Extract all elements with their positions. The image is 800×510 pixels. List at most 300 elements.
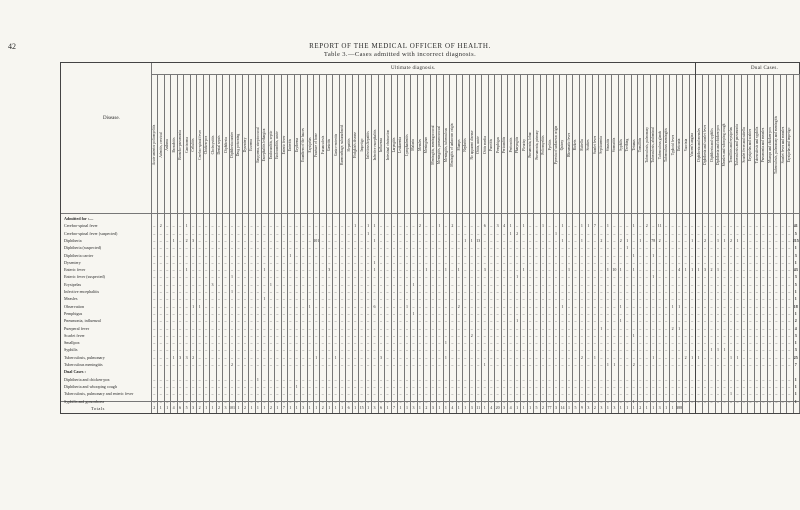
table-cell: – xyxy=(270,326,272,331)
column-header xyxy=(164,75,170,215)
table-cell: – xyxy=(510,340,512,345)
column-header xyxy=(689,75,695,215)
column-header-text: Infective encephalitis xyxy=(373,130,377,161)
table-cell: – xyxy=(153,231,155,236)
table-cell: – xyxy=(199,245,201,250)
table-cell: – xyxy=(425,223,427,228)
table-cell: – xyxy=(529,282,531,287)
table-cell: – xyxy=(484,238,486,243)
table-cell: – xyxy=(685,333,687,338)
table-cell: – xyxy=(685,296,687,301)
table-cell: – xyxy=(160,399,162,404)
table-cell: 10 xyxy=(612,267,616,272)
table-cell: – xyxy=(471,282,473,287)
column-header xyxy=(391,75,397,215)
table-cell: 1 xyxy=(568,267,570,272)
table-cell: – xyxy=(237,311,239,316)
totals-cell: 1 xyxy=(665,405,667,410)
table-cell: – xyxy=(685,399,687,404)
table-cell: – xyxy=(412,296,414,301)
table-cell: – xyxy=(160,296,162,301)
table-cell: – xyxy=(458,399,460,404)
table-cell: – xyxy=(542,377,544,382)
table-cell: – xyxy=(516,377,518,382)
totals-cell: 2 xyxy=(425,405,427,410)
table-cell: – xyxy=(225,231,227,236)
table-cell: – xyxy=(477,223,479,228)
column-header-text: Pyrexia of unknown origin xyxy=(554,126,558,165)
table-cell: – xyxy=(367,391,369,396)
table-cell: – xyxy=(769,355,771,360)
table-cell: – xyxy=(717,253,719,258)
table-cell: – xyxy=(536,274,538,279)
totals-cell: 2 xyxy=(244,405,246,410)
table-cell: – xyxy=(393,223,395,228)
table-cell: – xyxy=(490,318,492,323)
column-header-text: Gastritis xyxy=(327,139,331,151)
table-cell: – xyxy=(503,362,505,367)
table-cell: – xyxy=(743,384,745,389)
table-cell: – xyxy=(328,289,330,294)
table-cell: – xyxy=(374,245,376,250)
table-cell: – xyxy=(179,274,181,279)
totals-cell: 1 xyxy=(529,405,531,410)
table-cell: – xyxy=(160,391,162,396)
table-cell: – xyxy=(484,296,486,301)
table-cell: – xyxy=(445,260,447,265)
table-cell: – xyxy=(387,223,389,228)
table-cell: – xyxy=(633,391,635,396)
table-cell: – xyxy=(723,296,725,301)
table-cell: – xyxy=(607,340,609,345)
dual-column-header xyxy=(754,75,760,215)
dual-column-header xyxy=(786,75,792,215)
totals-cell: 1 xyxy=(205,405,207,410)
table-cell: – xyxy=(387,274,389,279)
table-cell: 78 xyxy=(651,238,655,243)
table-cell: – xyxy=(244,304,246,309)
table-cell: – xyxy=(218,296,220,301)
table-cell: – xyxy=(503,245,505,250)
table-cell: – xyxy=(289,231,291,236)
table-cell: – xyxy=(173,318,175,323)
table-cell: – xyxy=(309,311,311,316)
table-cell: – xyxy=(354,347,356,352)
table-cell: – xyxy=(711,274,713,279)
table-cell: – xyxy=(698,223,700,228)
table-cell: 1 xyxy=(652,355,654,360)
column-header xyxy=(501,75,507,215)
table-cell: – xyxy=(348,355,350,360)
table-cell: – xyxy=(484,231,486,236)
totals-cell: 1 xyxy=(607,405,609,410)
row-total: 1 xyxy=(795,289,797,294)
table-cell: – xyxy=(335,384,337,389)
table-cell: – xyxy=(341,260,343,265)
table-cell: – xyxy=(762,238,764,243)
table-cell: – xyxy=(568,296,570,301)
table-cell: – xyxy=(704,391,706,396)
totals-cell: 1 xyxy=(315,405,317,410)
table-cell: – xyxy=(549,377,551,382)
totals-cell: 11 xyxy=(476,405,480,410)
table-cell: – xyxy=(523,238,525,243)
table-cell: 3 xyxy=(179,355,181,360)
table-cell: – xyxy=(250,311,252,316)
table-cell: – xyxy=(263,274,265,279)
table-cell: – xyxy=(399,260,401,265)
table-cell: – xyxy=(192,231,194,236)
table-cell: – xyxy=(561,231,563,236)
table-cell: – xyxy=(257,326,259,331)
table-cell: – xyxy=(574,245,576,250)
table-cell: – xyxy=(497,333,499,338)
totals-cell: 6 xyxy=(348,405,350,410)
table-cell: – xyxy=(406,347,408,352)
table-cell: – xyxy=(659,362,661,367)
table-cell: – xyxy=(335,318,337,323)
table-cell: – xyxy=(283,377,285,382)
table-cell: – xyxy=(399,289,401,294)
table-cell: – xyxy=(270,267,272,272)
table-cell: 1 xyxy=(516,318,518,323)
table-cell: – xyxy=(257,362,259,367)
table-cell: 1 xyxy=(186,267,188,272)
table-cell: – xyxy=(393,347,395,352)
table-cell: – xyxy=(769,391,771,396)
table-cell: – xyxy=(626,399,628,404)
table-cell: – xyxy=(354,326,356,331)
table-cell: – xyxy=(419,253,421,258)
column-header xyxy=(507,75,513,215)
table-cell: – xyxy=(464,340,466,345)
table-cell: – xyxy=(626,311,628,316)
table-cell: – xyxy=(250,231,252,236)
table-cell: – xyxy=(477,296,479,301)
table-cell: 1 xyxy=(192,304,194,309)
table-cell: – xyxy=(173,296,175,301)
table-cell: – xyxy=(380,274,382,279)
table-cell: – xyxy=(263,223,265,228)
table-cell: – xyxy=(393,311,395,316)
table-cell: – xyxy=(237,282,239,287)
table-cell: – xyxy=(652,384,654,389)
table-cell: – xyxy=(711,333,713,338)
table-cell: – xyxy=(698,326,700,331)
table-cell: – xyxy=(607,347,609,352)
table-cell: – xyxy=(341,362,343,367)
table-cell: – xyxy=(335,267,337,272)
table-cell: – xyxy=(691,333,693,338)
table-cell: – xyxy=(263,391,265,396)
table-cell: – xyxy=(458,296,460,301)
table-cell: – xyxy=(568,318,570,323)
table-cell: – xyxy=(510,399,512,404)
table-cell: – xyxy=(212,399,214,404)
table-cell: – xyxy=(153,326,155,331)
table-cell: 1 xyxy=(723,238,725,243)
table-cell: – xyxy=(581,311,583,316)
table-cell: 1 xyxy=(678,304,680,309)
table-cell: – xyxy=(348,362,350,367)
table-cell: – xyxy=(322,326,324,331)
table-cell: – xyxy=(302,267,304,272)
table-cell: – xyxy=(587,340,589,345)
table-cell: – xyxy=(218,384,220,389)
table-cell: – xyxy=(594,333,596,338)
table-cell: – xyxy=(425,347,427,352)
table-cell: – xyxy=(458,289,460,294)
table-cell: – xyxy=(626,260,628,265)
table-cell: – xyxy=(672,384,674,389)
table-cell: – xyxy=(445,391,447,396)
table-cell: – xyxy=(173,253,175,258)
table-cell: – xyxy=(302,362,304,367)
table-cell: – xyxy=(192,245,194,250)
table-cell: – xyxy=(685,274,687,279)
table-cell: – xyxy=(769,274,771,279)
table-cell: – xyxy=(477,260,479,265)
table-cell: – xyxy=(374,355,376,360)
totals-cell: 1 xyxy=(652,405,654,410)
table-cell: – xyxy=(484,253,486,258)
table-cell: – xyxy=(762,245,764,250)
table-cell: – xyxy=(237,355,239,360)
table-cell: – xyxy=(717,260,719,265)
totals-cell: 1 xyxy=(484,405,486,410)
table-cell: – xyxy=(665,384,667,389)
table-cell: – xyxy=(393,318,395,323)
table-cell: – xyxy=(438,289,440,294)
table-cell: – xyxy=(296,362,298,367)
table-cell: – xyxy=(633,340,635,345)
table-cell: – xyxy=(354,391,356,396)
table-cell: – xyxy=(458,377,460,382)
table-cell: – xyxy=(484,340,486,345)
table-cell: – xyxy=(549,311,551,316)
table-cell: – xyxy=(263,231,265,236)
table-cell: – xyxy=(289,362,291,367)
table-cell: – xyxy=(276,377,278,382)
table-cell: – xyxy=(302,282,304,287)
table-cell: – xyxy=(328,355,330,360)
table-cell: – xyxy=(542,391,544,396)
table-cell: – xyxy=(568,260,570,265)
table-cell: – xyxy=(723,384,725,389)
table-cell: – xyxy=(153,223,155,228)
table-cell: – xyxy=(659,311,661,316)
table-cell: – xyxy=(225,333,227,338)
table-cell: – xyxy=(568,231,570,236)
table-cell: – xyxy=(633,231,635,236)
table-cell: – xyxy=(775,333,777,338)
table-cell: – xyxy=(412,333,414,338)
table-cell: – xyxy=(646,231,648,236)
table-cell: – xyxy=(231,231,233,236)
table-cell: – xyxy=(762,260,764,265)
table-cell: – xyxy=(749,347,751,352)
table-cell: – xyxy=(581,260,583,265)
table-cell: 1 xyxy=(723,347,725,352)
table-cell: – xyxy=(516,238,518,243)
table-cell: – xyxy=(218,260,220,265)
table-cell: – xyxy=(380,253,382,258)
table-cell: – xyxy=(250,399,252,404)
table-cell: – xyxy=(263,238,265,243)
table-cell: – xyxy=(581,274,583,279)
table-cell: – xyxy=(315,253,317,258)
table-cell: – xyxy=(244,260,246,265)
table-cell: – xyxy=(451,267,453,272)
table-cell: – xyxy=(445,245,447,250)
table-cell: – xyxy=(438,238,440,243)
table-cell: – xyxy=(516,399,518,404)
table-cell: 3 xyxy=(380,355,382,360)
table-cell: – xyxy=(160,238,162,243)
table-cell: – xyxy=(250,362,252,367)
table-cell: – xyxy=(250,245,252,250)
table-cell: – xyxy=(328,260,330,265)
table-cell: – xyxy=(283,318,285,323)
table-cell: – xyxy=(620,347,622,352)
table-cell: – xyxy=(328,223,330,228)
table-cell: – xyxy=(536,231,538,236)
table-cell: – xyxy=(263,282,265,287)
table-cell: – xyxy=(438,362,440,367)
table-cell: – xyxy=(646,311,648,316)
table-cell: – xyxy=(600,296,602,301)
table-cell: – xyxy=(749,267,751,272)
table-cell: 1 xyxy=(523,223,525,228)
table-cell: – xyxy=(231,326,233,331)
table-cell: – xyxy=(769,399,771,404)
column-header-text: Eczema xyxy=(249,139,253,150)
table-cell: – xyxy=(387,282,389,287)
table-cell: – xyxy=(749,289,751,294)
table-cell: 1 xyxy=(445,355,447,360)
column-header-text: Measles xyxy=(418,139,422,151)
table-cell: 1 xyxy=(581,223,583,228)
table-cell: – xyxy=(568,304,570,309)
column-header-text: Urticaria xyxy=(677,139,681,152)
table-cell: – xyxy=(587,260,589,265)
table-cell: – xyxy=(399,384,401,389)
table-cell: – xyxy=(166,304,168,309)
table-cell: – xyxy=(568,311,570,316)
table-cell: – xyxy=(503,355,505,360)
table-cell: – xyxy=(393,384,395,389)
table-cell: – xyxy=(387,296,389,301)
table-cell: – xyxy=(723,260,725,265)
table-cell: – xyxy=(458,384,460,389)
table-cell: – xyxy=(678,231,680,236)
table-cell: – xyxy=(419,245,421,250)
table-cell: – xyxy=(432,223,434,228)
table-cell: – xyxy=(283,340,285,345)
column-header xyxy=(669,75,675,215)
table-cell: 1 xyxy=(374,238,376,243)
table-cell: – xyxy=(153,391,155,396)
table-cell: – xyxy=(503,289,505,294)
column-header xyxy=(592,75,598,215)
table-cell: – xyxy=(542,318,544,323)
table-cell: – xyxy=(762,267,764,272)
dual-column-header xyxy=(721,75,727,215)
table-cell: – xyxy=(477,311,479,316)
column-header-text: Laryngitis xyxy=(392,138,396,153)
table-cell: – xyxy=(730,362,732,367)
table-cell: – xyxy=(179,362,181,367)
column-header-text: Pericarditis xyxy=(502,137,506,153)
table-cell: – xyxy=(186,340,188,345)
table-cell: – xyxy=(464,245,466,250)
table-cell: – xyxy=(711,399,713,404)
table-cell: – xyxy=(237,362,239,367)
table-cell: – xyxy=(639,253,641,258)
table-cell: – xyxy=(225,362,227,367)
table-cell: – xyxy=(587,311,589,316)
column-header-text: Influenza xyxy=(379,138,383,152)
table-cell: – xyxy=(244,253,246,258)
table-cell: – xyxy=(607,296,609,301)
table-cell: 1 xyxy=(620,304,622,309)
table-cell: – xyxy=(393,260,395,265)
totals-cell: 3 xyxy=(555,405,557,410)
table-cell: – xyxy=(153,318,155,323)
table-cell: – xyxy=(633,260,635,265)
table-cell: – xyxy=(574,333,576,338)
table-cell: 1 xyxy=(620,318,622,323)
table-cell: – xyxy=(756,318,758,323)
table-cell: – xyxy=(762,347,764,352)
table-cell: – xyxy=(736,282,738,287)
table-cell: – xyxy=(523,289,525,294)
table-cell: – xyxy=(788,289,790,294)
table-cell: – xyxy=(736,260,738,265)
table-cell: – xyxy=(199,399,201,404)
column-header-text: Diphtheria xyxy=(224,137,228,152)
table-cell: – xyxy=(179,289,181,294)
table-cell: – xyxy=(503,391,505,396)
table-cell: – xyxy=(672,289,674,294)
column-header-text: Vincent's angina xyxy=(690,133,694,157)
table-cell: – xyxy=(225,391,227,396)
table-cell: – xyxy=(315,326,317,331)
table-cell: – xyxy=(270,311,272,316)
table-cell: – xyxy=(516,333,518,338)
table-cell: – xyxy=(387,333,389,338)
table-cell: – xyxy=(613,340,615,345)
table-cell: 2 xyxy=(451,223,453,228)
table-cell: – xyxy=(458,333,460,338)
table-cell: – xyxy=(775,296,777,301)
table-cell: – xyxy=(244,326,246,331)
table-cell: – xyxy=(659,399,661,404)
table-cell: – xyxy=(723,311,725,316)
row-total: 1 xyxy=(795,340,797,345)
table-cell: – xyxy=(516,282,518,287)
table-cell: – xyxy=(250,384,252,389)
table-cell: – xyxy=(756,267,758,272)
table-cell: – xyxy=(445,399,447,404)
table-cell: – xyxy=(568,326,570,331)
table-cell: – xyxy=(186,318,188,323)
table-cell: – xyxy=(788,355,790,360)
table-cell: – xyxy=(166,274,168,279)
column-header xyxy=(488,75,494,215)
table-cell: – xyxy=(587,391,589,396)
table-cell: – xyxy=(743,391,745,396)
